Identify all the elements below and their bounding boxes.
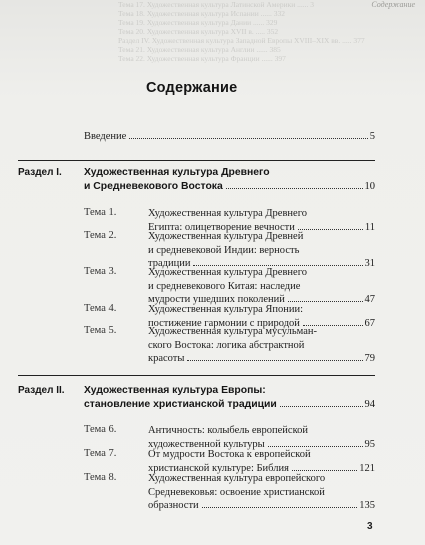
toc-entry-topic-3[interactable] [148, 266, 375, 307]
dot-leader [129, 138, 367, 139]
section-page: 94 [364, 399, 375, 410]
topic-title-line: красоты [148, 353, 185, 364]
section-heading-line: становление христианской традиции [84, 399, 277, 410]
topic-title-line: образности [148, 500, 199, 511]
topic-title-line: Художественная культура мусульман- [148, 326, 317, 337]
section-rule [18, 160, 375, 161]
toc-entry-intro[interactable] [84, 131, 375, 142]
topic-page: 47 [364, 294, 375, 305]
running-head: Содержание [371, 0, 415, 9]
topic-page: 67 [364, 317, 375, 329]
dot-leader [268, 446, 363, 447]
topic-label: Тема 8. [84, 472, 117, 483]
topic-title-line: Средневековья: освоение христианской [148, 486, 325, 498]
toc-entry-topic-6[interactable] [148, 424, 375, 451]
dot-leader [187, 360, 362, 361]
topic-label: Тема 3. [84, 266, 117, 277]
show-through-line: Тема 22. Художественная культура Франции ...... 397 [118, 54, 286, 63]
section-label: Раздел II. [18, 385, 65, 396]
dot-leader [280, 406, 363, 407]
topic-title-line: художественной культуры [148, 438, 265, 450]
page-number: 3 [367, 521, 373, 532]
show-through-line: Тема 21. Художественная культура Англии ...... 385 [118, 45, 281, 54]
show-through-line: Тема 20. Художественная культура XVII в. ..... 352 [118, 27, 279, 36]
intro-label: Введение [84, 131, 127, 142]
dot-leader [226, 188, 363, 189]
topic-title-line: Художественная культура Японии: [148, 304, 304, 315]
intro-page: 5 [369, 131, 375, 142]
show-through-line: Тема 17. Художественная культура Латинской Америки ...... 3 [118, 0, 315, 9]
topic-title-line: и средневековой Индии: верность [148, 244, 300, 256]
topic-label: Тема 1. [84, 207, 117, 218]
show-through-line: Тема 18. Художественная культура Испании ...... 332 [118, 9, 285, 18]
topic-label: Тема 5. [84, 325, 117, 336]
topic-title-line: Художественная культура Древнего [148, 267, 307, 278]
topic-title-line: ского Востока: логика абстрактной [148, 339, 305, 351]
topic-title-line: и средневекового Китая: наследие [148, 280, 301, 292]
topic-label: Тема 6. [84, 424, 117, 435]
topic-label: Тема 2. [84, 230, 117, 241]
topic-page: 31 [364, 258, 375, 269]
topic-title-line: мудрости ушедших поколений [148, 294, 285, 305]
topic-label: Тема 4. [84, 303, 117, 314]
section-heading-line: и Средневекового Востока [84, 181, 223, 192]
toc-entry-topic-7[interactable] [148, 448, 375, 475]
section-page: 10 [364, 181, 375, 192]
topic-title-line: христианской культуре: Библия [148, 462, 289, 474]
dot-leader [288, 301, 363, 302]
topic-label: Тема 7. [84, 448, 117, 459]
topic-page: 135 [359, 500, 375, 511]
topic-title-line: Художественная культура Древней [148, 231, 304, 242]
dot-leader [292, 470, 357, 471]
section-heading-line: Художественная культура Древнего [84, 167, 270, 178]
toc-entry-topic-2[interactable] [148, 230, 375, 271]
topic-title-line: постижение гармонии с природой [148, 317, 300, 329]
page-title: Содержание [146, 80, 238, 96]
topic-title-line: традиции [148, 258, 191, 269]
topic-title-line: Античность: колыбель европейской [148, 425, 309, 436]
topic-title-line: Художественная культура европейского [148, 473, 326, 484]
topic-page: 95 [364, 438, 375, 450]
toc-entry-topic-5[interactable] [148, 325, 375, 366]
toc-entry-topic-8[interactable] [148, 472, 375, 513]
section-label: Раздел I. [18, 167, 62, 178]
section-rule [18, 375, 375, 376]
show-through-line: Раздел IV. Художественная культура Западной Европы XVIII–XIX вв. ..... 377 [118, 36, 365, 45]
toc-entry-section-1[interactable] [84, 166, 375, 194]
show-through-text [118, 0, 418, 80]
section-heading-line: Художественная культура Европы: [84, 385, 266, 396]
toc-entry-section-2[interactable] [84, 384, 375, 412]
topic-page: 121 [359, 462, 375, 474]
dot-leader [202, 507, 358, 508]
topic-page: 79 [364, 353, 375, 364]
show-through-line: Тема 19. Художественная культура Дании ...... 329 [118, 18, 278, 27]
topic-title-line: От мудрости Востока к европейской [148, 449, 311, 460]
topic-title-line: Египта: олицетворение вечности [148, 221, 295, 233]
topic-title-line: Художественная культура Древнего [148, 208, 307, 219]
topic-page: 11 [364, 221, 375, 233]
